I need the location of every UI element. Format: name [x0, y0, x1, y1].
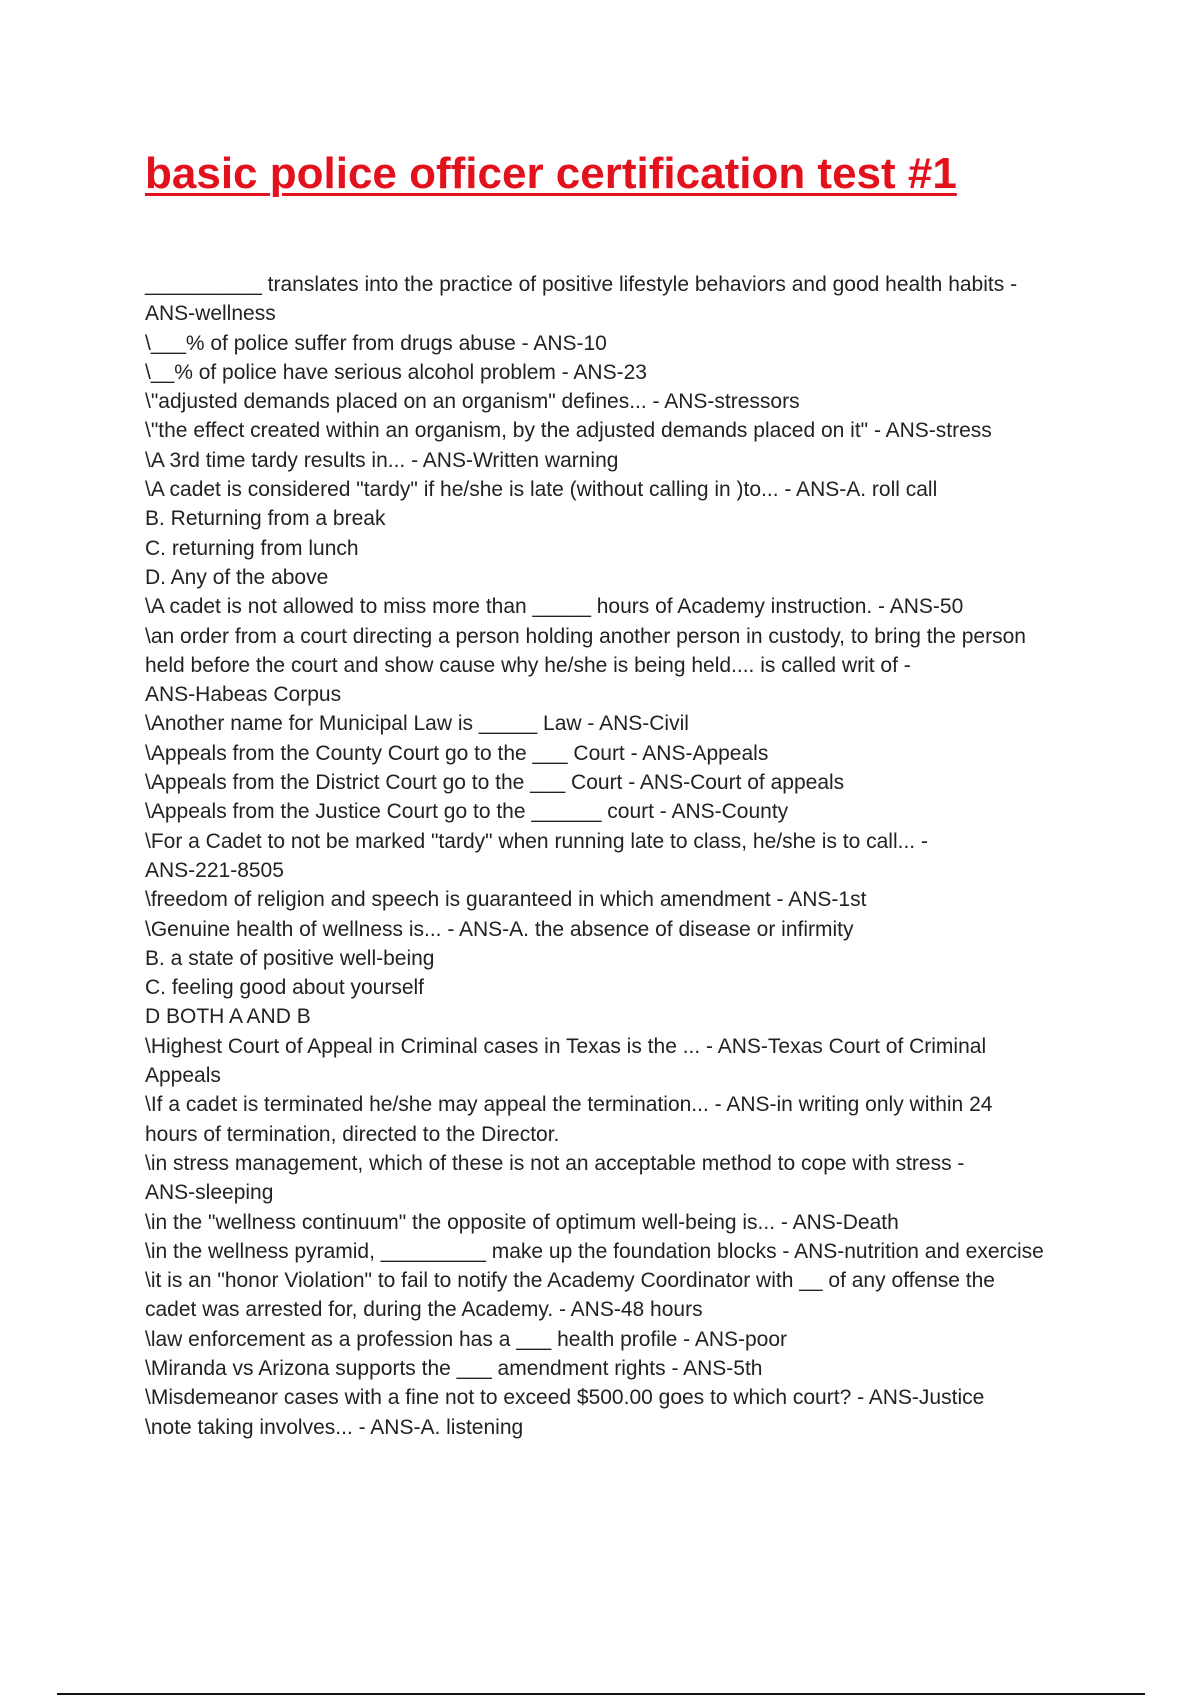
text-line: ANS-sleeping: [145, 1181, 274, 1205]
text-line: \__% of police have serious alcohol problem - ANS-23: [145, 360, 647, 384]
document-title: basic police officer certification test #1: [145, 149, 957, 198]
text-line: \"the effect created within an organism, by the adjusted demands placed on it" - ANS-stress: [145, 419, 992, 443]
text-line: B. a state of positive well-being: [145, 946, 435, 970]
text-line: cadet was arrested for, during the Academy. - ANS-48 hours: [145, 1298, 703, 1322]
text-line: C. returning from lunch: [145, 536, 359, 560]
text-line: \note taking involves... - ANS-A. listening: [145, 1415, 524, 1439]
text-line: \freedom of religion and speech is guaranteed in which amendment - ANS-1st: [145, 888, 867, 912]
text-line: D BOTH A AND B: [145, 1005, 311, 1029]
text-line: __________ translates into the practice of positive lifestyle behaviors and good health habits -: [145, 273, 1018, 296]
text-line: \Appeals from the District Court go to the ___ Court - ANS-Court of appeals: [145, 771, 845, 795]
text-line: ANS-wellness: [145, 302, 276, 326]
text-line: \If a cadet is terminated he/she may appeal the termination... - ANS-in writing only within 24: [145, 1093, 993, 1117]
text-line: \Genuine health of wellness is... - ANS-A. the absence of disease or infirmity: [145, 917, 854, 941]
question-answer-list: [145, 270, 1085, 1442]
text-line: \A 3rd time tardy results in... - ANS-Written warning: [145, 448, 619, 472]
text-line: \Another name for Municipal Law is _____ Law - ANS-Civil: [145, 712, 689, 736]
text-line: \Misdemeanor cases with a fine not to exceed $500.00 goes to which court? - ANS-Justice: [145, 1386, 985, 1410]
text-line: \___% of police suffer from drugs abuse - ANS-10: [145, 331, 607, 355]
text-line: Appeals: [145, 1064, 221, 1088]
text-line: \an order from a court directing a person holding another person in custody, to bring the person: [145, 624, 1026, 648]
text-line: held before the court and show cause why he/she is being held.... is called writ of -: [145, 653, 911, 677]
text-line: \it is an "honor Violation" to fail to notify the Academy Coordinator with __ of any offense the: [145, 1269, 995, 1293]
text-line: \in the wellness pyramid, _________ make up the foundation blocks - ANS-nutrition and exercise: [145, 1239, 1044, 1263]
text-line: \A cadet is considered "tardy" if he/she is late (without calling in )to... - ANS-A. roll call: [145, 478, 938, 502]
page-divider: [57, 1693, 1145, 1695]
text-line: \Appeals from the Justice Court go to the ______ court - ANS-County: [145, 800, 789, 824]
text-line: ANS-221-8505: [145, 858, 284, 882]
text-line: D. Any of the above: [145, 565, 329, 589]
text-line: \For a Cadet to not be marked "tardy" when running late to class, he/she is to call... -: [145, 829, 928, 853]
text-line: \Appeals from the County Court go to the ___ Court - ANS-Appeals: [145, 741, 769, 765]
text-line: hours of termination, directed to the Director.: [145, 1122, 560, 1146]
text-line: \in stress management, which of these is not an acceptable method to cope with stress -: [145, 1151, 965, 1175]
text-line: \law enforcement as a profession has a ___ health profile - ANS-poor: [145, 1327, 788, 1351]
text-line: \Highest Court of Appeal in Criminal cases in Texas is the ... - ANS-Texas Court of Criminal: [145, 1034, 987, 1058]
text-line: \A cadet is not allowed to miss more than _____ hours of Academy instruction. - ANS-50: [145, 595, 964, 619]
text-line: \in the "wellness continuum" the opposite of optimum well-being is... - ANS-Death: [145, 1210, 899, 1234]
text-line: B. Returning from a break: [145, 507, 386, 531]
text-line: \Miranda vs Arizona supports the ___ amendment rights - ANS-5th: [145, 1356, 763, 1380]
text-line: C. feeling good about yourself: [145, 976, 425, 1000]
text-line: ANS-Habeas Corpus: [145, 683, 342, 707]
text-line: \"adjusted demands placed on an organism" defines... - ANS-stressors: [145, 390, 800, 414]
